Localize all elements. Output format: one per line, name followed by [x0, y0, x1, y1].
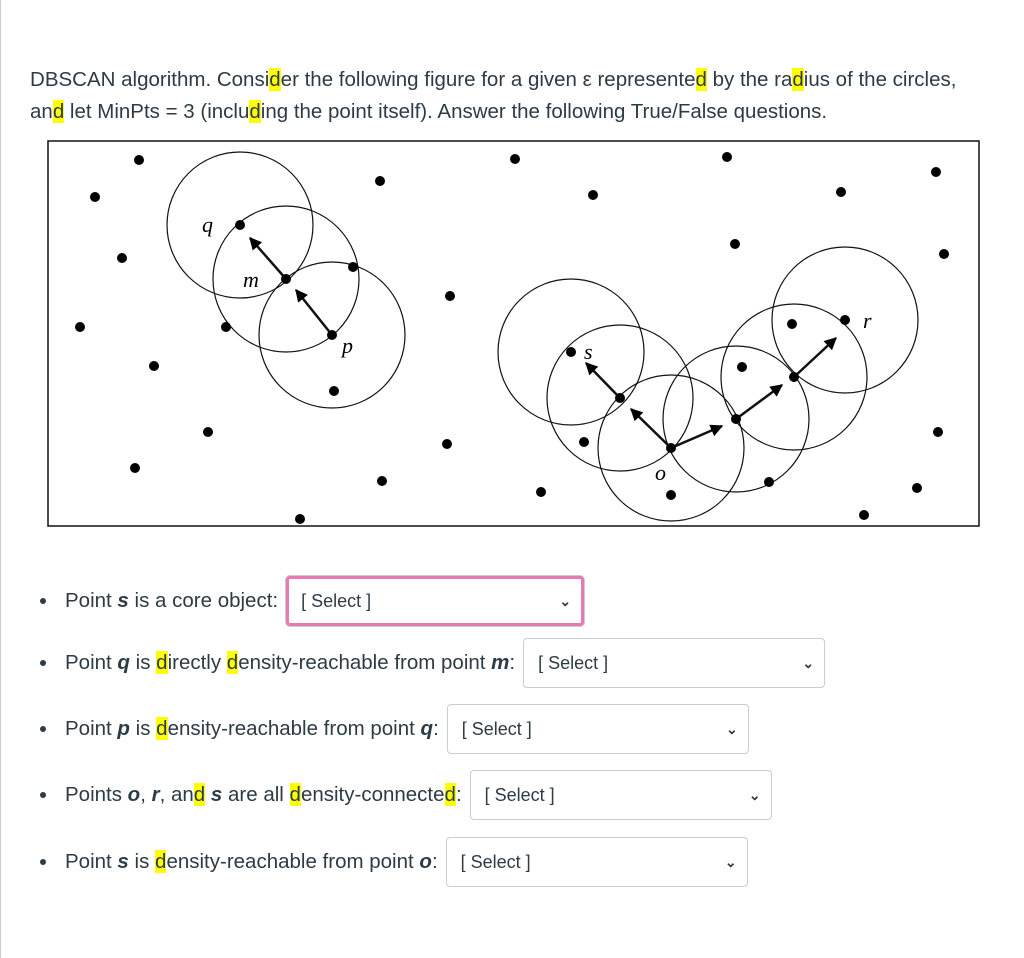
text-run: ensity-reachable from point [166, 850, 420, 873]
variable-text: r [151, 783, 160, 806]
chevron-down-icon: ⌄ [559, 592, 572, 609]
text-run: er the following figure for a given ε represente [280, 67, 696, 91]
question-text [65, 783, 462, 807]
data-point [579, 437, 589, 447]
data-point [75, 322, 85, 332]
text-run: : [431, 850, 438, 873]
text-run: : [433, 717, 439, 740]
data-point [536, 487, 546, 497]
chevron-down-icon: ⌄ [748, 786, 761, 803]
highlighted-text: d [269, 67, 281, 91]
variable-text: o [419, 850, 432, 873]
bullet-icon [40, 598, 46, 604]
answer-select-2[interactable] [523, 638, 825, 688]
question-item-3 [40, 703, 749, 755]
select-value: [ Select ] [301, 590, 372, 611]
data-point-m [281, 274, 291, 284]
data-point [787, 319, 797, 329]
question-item-2 [40, 637, 825, 689]
data-point-core2 [789, 372, 799, 382]
highlighted-text: d [792, 67, 804, 91]
data-point [666, 490, 676, 500]
data-point [221, 322, 231, 332]
data-point [90, 192, 100, 202]
data-point [737, 362, 747, 372]
question-text [65, 850, 438, 874]
text-run: is a core object: [128, 589, 279, 612]
select-value: [ Select ] [484, 784, 555, 805]
select-value: [ Select ] [538, 652, 609, 673]
data-point [134, 155, 144, 165]
text-run: , an [159, 783, 194, 806]
variable-text: s [210, 783, 223, 806]
variable-text: m [491, 651, 510, 674]
select-value: [ Select ] [460, 851, 531, 872]
answer-select-1[interactable] [286, 576, 584, 626]
text-run: ensity-reachable from point [167, 717, 421, 740]
highlighted-text: d [52, 99, 65, 123]
data-point [203, 427, 213, 437]
data-point-s [566, 347, 576, 357]
label-p: p [342, 333, 353, 358]
text-run: ensity-reachable from point [238, 651, 492, 674]
answer-select-3[interactable] [447, 704, 749, 754]
bullet-icon [40, 792, 46, 798]
variable-text: o [127, 783, 141, 806]
text-run: BSCAN algorithm. Consi [44, 67, 270, 91]
bullet-icon [40, 660, 46, 666]
chevron-down-icon: ⌄ [726, 720, 738, 737]
data-point [295, 514, 305, 524]
data-point [588, 190, 598, 200]
data-point [764, 477, 774, 487]
text-run: are all [222, 783, 290, 806]
highlighted-text: d [156, 651, 168, 674]
data-point [445, 291, 455, 301]
data-point-o [666, 443, 676, 453]
data-point [510, 154, 520, 164]
bullet-icon [40, 726, 46, 732]
highlighted-text: d [289, 783, 301, 806]
select-value: [ Select ] [461, 718, 532, 739]
data-point [348, 262, 358, 272]
variable-text: q [117, 651, 130, 674]
answer-select-4[interactable] [470, 770, 772, 820]
label-q: q [202, 212, 213, 237]
label-r: r [863, 308, 872, 333]
data-point [149, 361, 159, 371]
question-item-1 [40, 575, 584, 627]
text-run: Point [65, 850, 118, 873]
left-border [0, 0, 1, 958]
dbscan-figure [47, 140, 980, 527]
data-point [130, 463, 140, 473]
text-run: is [129, 651, 157, 674]
label-m: m [243, 267, 259, 292]
highlighted-text: d [193, 783, 206, 806]
highlighted-text: d [155, 850, 167, 873]
text-run: Point [65, 589, 118, 612]
data-point [329, 386, 339, 396]
figure-frame [48, 141, 979, 526]
data-point-r [840, 315, 850, 325]
highlighted-text: d [444, 783, 456, 806]
text-run: , [140, 783, 152, 806]
data-point [931, 167, 941, 177]
variable-text: s [117, 850, 129, 873]
data-point [912, 483, 922, 493]
chevron-down-icon: ⌄ [802, 654, 815, 671]
text-run: ensity-connecte [300, 783, 445, 806]
question-text [65, 717, 439, 741]
question-item-4 [40, 769, 772, 821]
text-run: is [129, 717, 157, 740]
label-o: o [655, 460, 666, 485]
text-run: : [455, 783, 462, 806]
question-text [65, 589, 278, 613]
text-run: : [509, 651, 516, 674]
data-point [939, 249, 949, 259]
text-run: Point [65, 651, 118, 674]
question-text [65, 651, 515, 675]
question-item-5 [40, 836, 748, 888]
chevron-down-icon: ⌄ [724, 853, 737, 870]
data-point-q [235, 220, 245, 230]
data-point [117, 253, 127, 263]
text-run: Point [65, 717, 118, 740]
text-run: Points [65, 783, 128, 806]
variable-text: q [420, 717, 434, 740]
question-intro [30, 64, 990, 128]
highlighted-text: d [249, 99, 261, 123]
data-point [836, 187, 846, 197]
text-run: ing the point itself). Answer the following True/False questions. [260, 99, 828, 123]
data-point [933, 427, 943, 437]
text-run: by the ra [706, 67, 793, 91]
data-point [377, 476, 387, 486]
text-run: is [128, 850, 156, 873]
highlighted-text: d [156, 717, 168, 740]
answer-select-5[interactable] [446, 837, 748, 887]
data-point [375, 176, 385, 186]
data-point-o2 [731, 414, 741, 424]
highlighted-text: d [695, 67, 707, 91]
variable-text: s [117, 589, 129, 612]
highlighted-text: d [226, 651, 239, 674]
text-run: ius of the circles, an [30, 67, 957, 123]
data-point-p [327, 330, 337, 340]
data-point-s2 [615, 393, 625, 403]
text-run: irectly [167, 651, 227, 674]
label-s: s [584, 339, 593, 364]
data-point [442, 439, 452, 449]
data-point [730, 239, 740, 249]
text-run: let MinPts = 3 (inclu [64, 99, 250, 123]
data-point [859, 510, 869, 520]
data-point [722, 152, 732, 162]
variable-text: p [117, 717, 130, 740]
text-run: D [30, 67, 45, 91]
bullet-icon [40, 859, 46, 865]
